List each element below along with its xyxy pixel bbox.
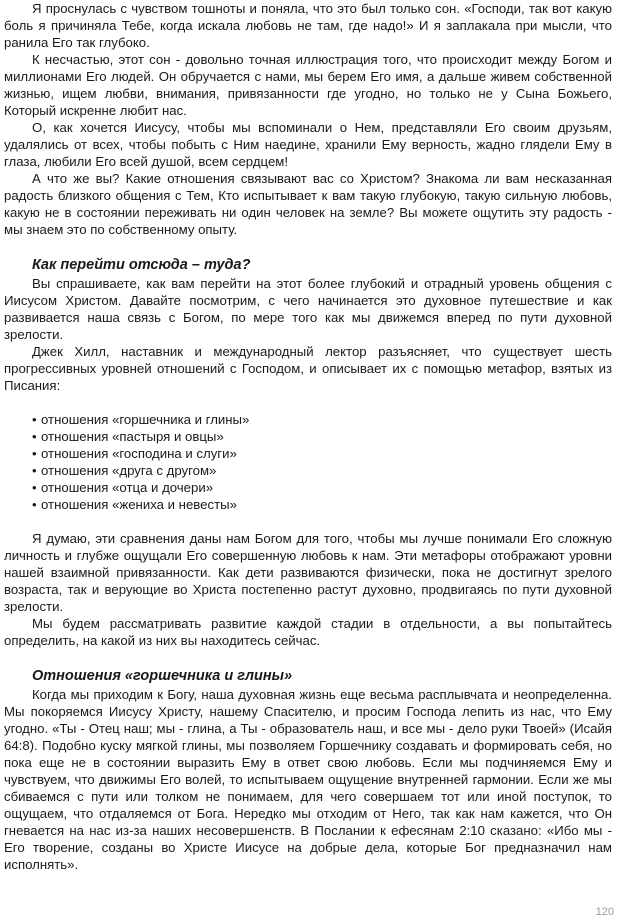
spacer bbox=[4, 649, 612, 667]
paragraph: Мы будем рассматривать развитие каждой стадии в отдельности, а вы попытайтесь определить, на какой из них вы находитесь сейчас. bbox=[4, 616, 612, 648]
paragraph: Вы спрашиваете, как вам перейти на этот более глубокий и отрадный уровень общения с Иисусом Христом. Давайте посмотрим, с чего начинается это духовное путешествие и как развивается наша связь с Богом, по мере того как мы движемся вперед по пути духовной зрелости. bbox=[4, 276, 612, 342]
list-item: • отношения «пастыря и овцы» bbox=[32, 429, 224, 444]
bullet-icon: • bbox=[32, 446, 37, 461]
section-heading: Отношения «горшечника и глины» bbox=[32, 668, 293, 684]
list-item: • отношения «жениха и невесты» bbox=[32, 497, 237, 512]
bullet-icon: • bbox=[32, 480, 37, 495]
relationship-levels-list bbox=[4, 411, 612, 513]
paragraph: О, как хочется Иисусу, чтобы мы вспоминали о Нем, представляли Его своим друзьям, удалялись от всех, чтобы побыть с Ним наедине, хранили Ему верность, жадно глядели Ему в глаза, любили Его всей душой, всем сердцем! bbox=[4, 120, 612, 169]
paragraph: Когда мы приходим к Богу, наша духовная жизнь еще весьма расплывчата и неопределенна. Мы покоряемся Иисусу Христу, нашему Спасителю, и просим Господа лепить из нас, что Ему угодно. «Ты - Отец наш; мы - глина, а Ты - образователь наш, и все мы - дело руки Твоей» (Исайя 64:8). Подобно куску мягкой глины, мы позволяем Горшечнику создавать и формировать себя, но пока еще не в состоянии выразить Ему в ответ свою любовь. Если мы подчиняемся Ему и чувствуем, что движимы Его волей, то испытываем ощущение внутренней гармонии. Если же мы сбиваемся с пути или толком не понимаем, для чего совершаем тот или иной поступок, то ощущаем, что отдаляемся от Бога. Нередко мы отходим от Него, так как нам кажется, что Он гневается на нас из-за наших несовершенств. В Послании к ефесянам 2:10 сказано: «Ибо мы - Его творение, созданы во Христе Иисусе на добрые дела, которые Бог предназначил нам исполнять». bbox=[4, 687, 612, 872]
bullet-icon: • bbox=[32, 463, 37, 478]
bullet-icon: • bbox=[32, 412, 37, 427]
section-heading: Как перейти отсюда – туда? bbox=[32, 257, 251, 273]
paragraph: А что же вы? Какие отношения связывают вас со Христом? Знакома ли вам несказанная радость близкого общения с Тем, Кто испытывает к вам такую глубокую, такую сильную любовь, какую не в состоянии переживать ни один человек на земле? Вы можете ощутить эту радость - мы знаем это по собственному опыту. bbox=[4, 171, 612, 237]
paragraph: Джек Хилл, наставник и международный лектор разъясняет, что существует шесть прогрессивных уровней отношений с Господом, и описывает их с помощью метафор, взятых из Писания: bbox=[4, 344, 612, 393]
list-item: • отношения «друга с другом» bbox=[32, 463, 217, 478]
spacer bbox=[4, 513, 612, 530]
spacer bbox=[4, 394, 612, 411]
list-item: • отношения «отца и дочери» bbox=[32, 480, 214, 495]
bullet-icon: • bbox=[32, 429, 37, 444]
document-page bbox=[4, 0, 612, 873]
paragraph: Я думаю, эти сравнения даны нам Богом для того, чтобы мы лучше понимали Его сложную личность и глубже ощущали Его совершенную любовь к нам. Эти метафоры отображают уровни нашей взаимной привязанности. Как дети развиваются физически, пока не достигнут зрелого возраста, так и верующие во Христа постепенно растут духовно, продвигаясь по пути духовной зрелости. bbox=[4, 531, 612, 614]
bullet-icon: • bbox=[32, 497, 37, 512]
list-item: • отношения «господина и слуги» bbox=[32, 446, 237, 461]
spacer bbox=[4, 238, 612, 256]
page-number: 120 bbox=[595, 906, 614, 918]
paragraph: К несчастью, этот сон - довольно точная иллюстрация того, что происходит между Богом и миллионами Его людей. Он обручается с нами, мы берем Его имя, а дальше живем собственной жизнью, ищем любви, внимания, привязанности где угодно, но только не у Сына Божьего, Который искренне любит нас. bbox=[4, 52, 612, 118]
list-item: • отношения «горшечника и глины» bbox=[32, 412, 250, 427]
paragraph: Я проснулась с чувством тошноты и поняла, что это был только сон. «Господи, так вот какую боль я причиняла Тебе, когда искала любовь не там, где надо!» И я заплакала при мысли, что ранила Его так глубоко. bbox=[4, 1, 612, 50]
